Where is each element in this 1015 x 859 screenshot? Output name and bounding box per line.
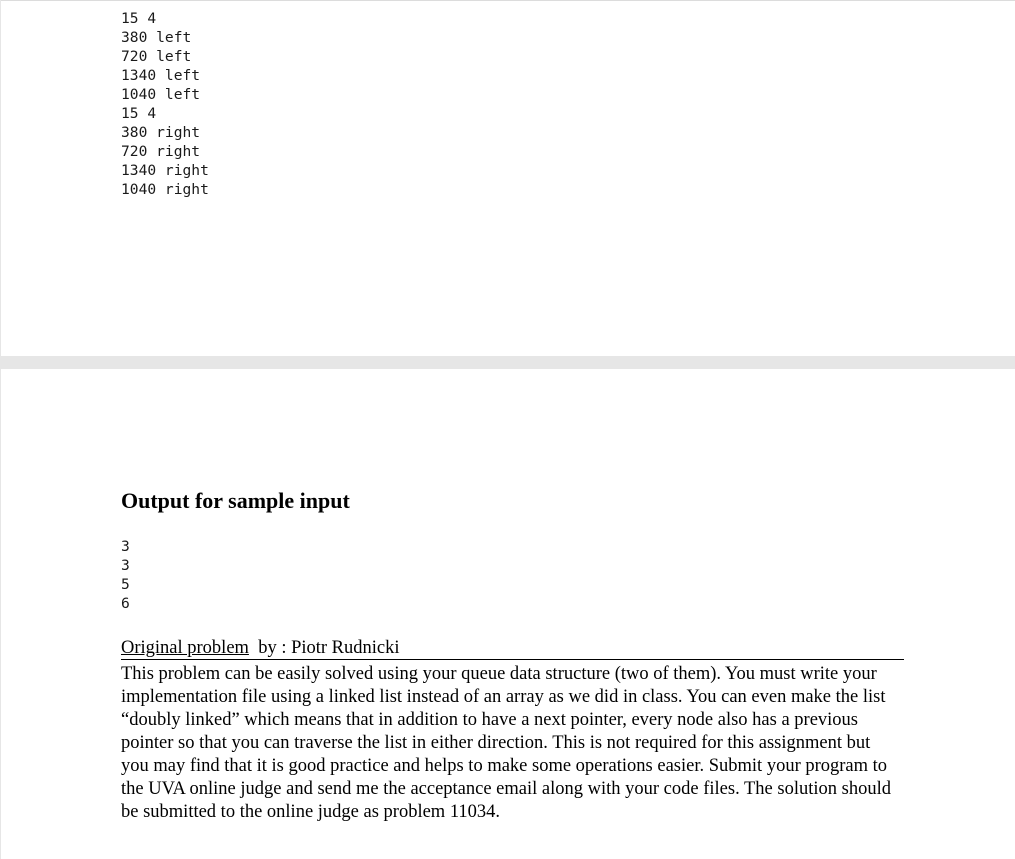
sample-output-line: 6	[121, 595, 130, 612]
sample-input-line: 380 left	[121, 29, 192, 46]
sample-input-line: 1040 left	[121, 86, 201, 103]
sample-input-line: 720 right	[121, 143, 201, 160]
output-heading: Output for sample input	[121, 488, 350, 513]
sample-input-line: 15 4	[121, 105, 157, 122]
sample-input-line: 15 4	[121, 10, 157, 27]
problem-credit	[121, 637, 904, 660]
document-page-1	[1, 0, 1015, 356]
sample-input-line: 720 left	[121, 48, 192, 65]
sample-input-line: 1340 right	[121, 162, 209, 179]
sample-input-line: 1040 right	[121, 181, 209, 198]
sample-output-line: 3	[121, 538, 130, 555]
sample-input-line: 380 right	[121, 124, 201, 141]
assignment-description: This problem can be easily solved using your queue data structure (two of them). You must write your implementation file using a linked list instead of an array as we did in class. You can even make the list “doubly linked” which means that in addition to have a next pointer, every node also has a previous pointer so that you can traverse the list in either direction. This is not required for this assignment but you may find that it is good practice and helps to make some operations easier. Submit your program to the UVA online judge and send me the acceptance email along with your code files. The solution should be submitted to the online judge as problem 11034.	[121, 664, 891, 822]
credit-label: Original problem	[121, 638, 249, 658]
sample-output-line: 5	[121, 576, 130, 593]
document-page-2	[1, 369, 1015, 859]
sample-input-line: 1340 left	[121, 67, 201, 84]
sample-output-block	[121, 537, 130, 613]
credit-author: by : Piotr Rudnicki	[248, 638, 400, 658]
sample-input-block	[121, 9, 209, 199]
sample-output-line: 3	[121, 557, 130, 574]
